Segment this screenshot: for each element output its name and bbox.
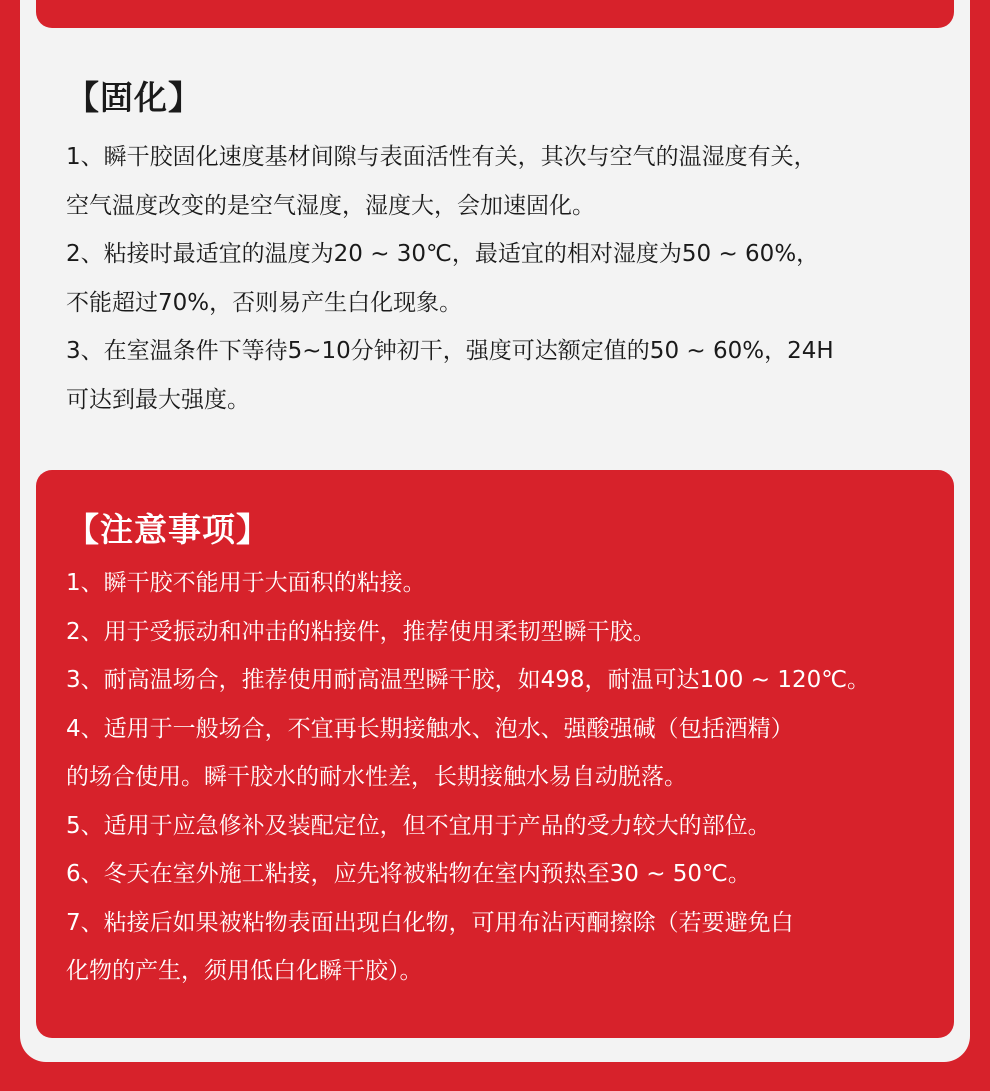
cure-line: 3、在室温条件下等待5~10分钟初干，强度可达额定值的50 ~ 60%，24H	[66, 338, 834, 364]
cure-line: 2、粘接时最适宜的温度为20 ~ 30℃，最适宜的相对湿度为50 ~ 60%，	[66, 241, 820, 267]
notice-line: 5、适用于应急修补及装配定位，但不宜用于产品的受力较大的部位。	[66, 812, 771, 839]
notice-line: 3、耐高温场合，推荐使用耐高温型瞬干胶，如498，耐温可达100 ~ 120℃。	[66, 667, 871, 693]
cure-line: 1、瞬干胶固化速度基材间隙与表面活性有关，其次与空气的温湿度有关，	[66, 144, 817, 170]
notice-line: 1、瞬干胶不能用于大面积的粘接。	[66, 570, 426, 596]
notice-line: 7、粘接后如果被粘物表面出现白化物，可用布沾丙酮擦除（若要避免白	[66, 909, 794, 936]
cure-line: 空气温度改变的是空气湿度，湿度大，会加速固化。	[66, 192, 595, 219]
notice-line: 化物的产生，须用低白化瞬干胶）。	[66, 958, 423, 984]
top-red-banner	[36, 0, 954, 28]
cure-section	[66, 72, 956, 424]
cure-line: 可达到最大强度。	[66, 386, 250, 413]
cure-line: 不能超过70%，否则易产生白化现象。	[66, 289, 463, 316]
notice-box	[36, 470, 954, 1038]
notice-title: 【注意事项】	[66, 510, 270, 549]
notice-content	[66, 504, 946, 996]
notice-line: 的场合使用。瞬干胶水的耐水性差，长期接触水易自动脱落。	[66, 764, 687, 790]
notice-line: 4、适用于一般场合，不宜再长期接触水、泡水、强酸强碱（包括酒精）	[66, 715, 794, 742]
cure-title: 【固化】	[66, 78, 202, 117]
notice-line: 2、用于受振动和冲击的粘接件，推荐使用柔韧型瞬干胶。	[66, 618, 656, 645]
notice-line: 6、冬天在室外施工粘接，应先将被粘物在室内预热至30 ~ 50℃。	[66, 861, 751, 887]
